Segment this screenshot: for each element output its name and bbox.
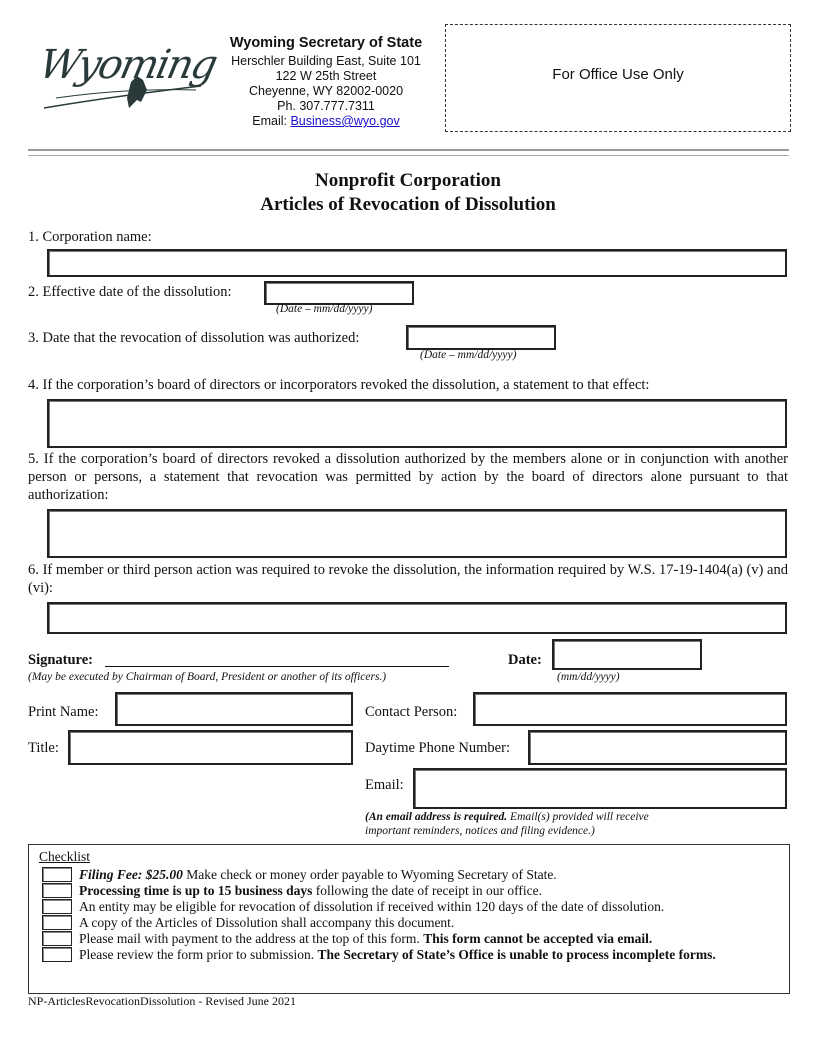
- office-use-label: For Office Use Only: [552, 66, 684, 83]
- signature-date-field[interactable]: [552, 639, 702, 670]
- q2-hint: (Date – mm/dd/yyyy): [276, 303, 373, 315]
- checkbox-articles-copy[interactable]: [42, 915, 72, 930]
- q5-statement-field[interactable]: [47, 509, 787, 558]
- q1-label: 1. Corporation name:: [28, 229, 152, 245]
- q3-label: 3. Date that the revocation of dissolution was authorized:: [28, 330, 360, 346]
- divider: [28, 149, 789, 151]
- checkbox-mail-payment[interactable]: [42, 931, 72, 946]
- print-name-label: Print Name:: [28, 704, 99, 720]
- print-name-field[interactable]: [115, 692, 353, 726]
- checkbox-processing-time[interactable]: [42, 883, 72, 898]
- checklist-item: An entity may be eligible for revocation of dissolution if received within 120 days of the date of dissolution.: [79, 899, 665, 914]
- checklist-item: Processing time is up to 15 business days following the date of receipt in our office.: [79, 883, 542, 898]
- q2-label: 2. Effective date of the dissolution:: [28, 284, 232, 300]
- email-link[interactable]: Business@wyo.gov: [290, 114, 400, 128]
- address-line: Herschler Building East, Suite 101: [231, 54, 421, 68]
- signature-label: Signature:: [28, 652, 93, 668]
- email-field[interactable]: [413, 768, 787, 809]
- email-note-line2: important reminders, notices and filing evidence.): [365, 825, 595, 837]
- checklist-item: Please mail with payment to the address at the top of this form. This form cannot be accepted via email.: [79, 931, 653, 946]
- checklist-item: Filing Fee: $25.00 Make check or money order payable to Wyoming Secretary of State.: [79, 867, 557, 882]
- contact-person-label: Contact Person:: [365, 704, 458, 720]
- checkbox-review-form[interactable]: [42, 947, 72, 962]
- q6-information-field[interactable]: [47, 602, 787, 634]
- checklist-item: A copy of the Articles of Dissolution shall accompany this document.: [79, 915, 455, 930]
- email-note-bold: (An email address is required.: [365, 811, 508, 823]
- checklist-title: Checklist: [39, 849, 90, 864]
- email-note: [365, 811, 649, 823]
- contact-person-field[interactable]: [473, 692, 787, 726]
- wyoming-logo: Wyoming: [36, 38, 206, 113]
- phone: Ph. 307.777.7311: [277, 99, 375, 113]
- email-label: Email:: [365, 777, 404, 793]
- effective-date-field[interactable]: [264, 281, 414, 305]
- address-line: Cheyenne, WY 82002-0020: [248, 84, 404, 98]
- q3-hint: (Date – mm/dd/yyyy): [420, 349, 517, 361]
- q5-label: 5. If the corporation’s board of directors revoked a dissolution authorized by the members alone or in conjunction with another person or persons, a statement that revocation was permitted by action by the board of directors alone pursuant to that authorization:: [28, 451, 788, 503]
- phone-label: Daytime Phone Number:: [365, 740, 510, 756]
- divider: [28, 155, 789, 156]
- checkbox-filing-fee[interactable]: [42, 867, 72, 882]
- date-label: Date:: [508, 652, 542, 668]
- phone-field[interactable]: [528, 730, 787, 765]
- form-title: Nonprofit Corporation: [315, 170, 501, 191]
- signature-hint: (May be executed by Chairman of Board, President or another of its officers.): [28, 671, 387, 683]
- email-note-text: Email(s) provided will receive: [507, 811, 649, 823]
- authorized-date-field[interactable]: [406, 325, 556, 350]
- q6-label: 6. If member or third person action was required to revoke the dissolution, the information required by W.S. 17-19-1404(a) (v) and (vi):: [28, 562, 788, 596]
- org-name: Wyoming Secretary of State: [229, 35, 423, 51]
- checklist-item: Please review the form prior to submission. The Secretary of State’s Office is unable to process incomplete forms.: [79, 947, 716, 962]
- title-label: Title:: [28, 740, 59, 756]
- address-line: 122 W 25th Street: [275, 69, 377, 83]
- checkbox-eligibility[interactable]: [42, 899, 72, 914]
- q4-label: 4. If the corporation’s board of directors or incorporators revoked the dissolution, a statement to that effect:: [28, 377, 650, 393]
- corporation-name-field[interactable]: [47, 249, 787, 277]
- date-hint: (mm/dd/yyyy): [557, 671, 620, 683]
- email-line: [215, 114, 437, 129]
- signature-line[interactable]: [105, 666, 449, 667]
- q4-statement-field[interactable]: [47, 399, 787, 448]
- email-label: Email:: [252, 114, 291, 128]
- form-subtitle: Articles of Revocation of Dissolution: [260, 194, 556, 215]
- title-field[interactable]: [68, 730, 353, 765]
- footer-revision: NP-ArticlesRevocationDissolution - Revised June 2021: [28, 994, 296, 1008]
